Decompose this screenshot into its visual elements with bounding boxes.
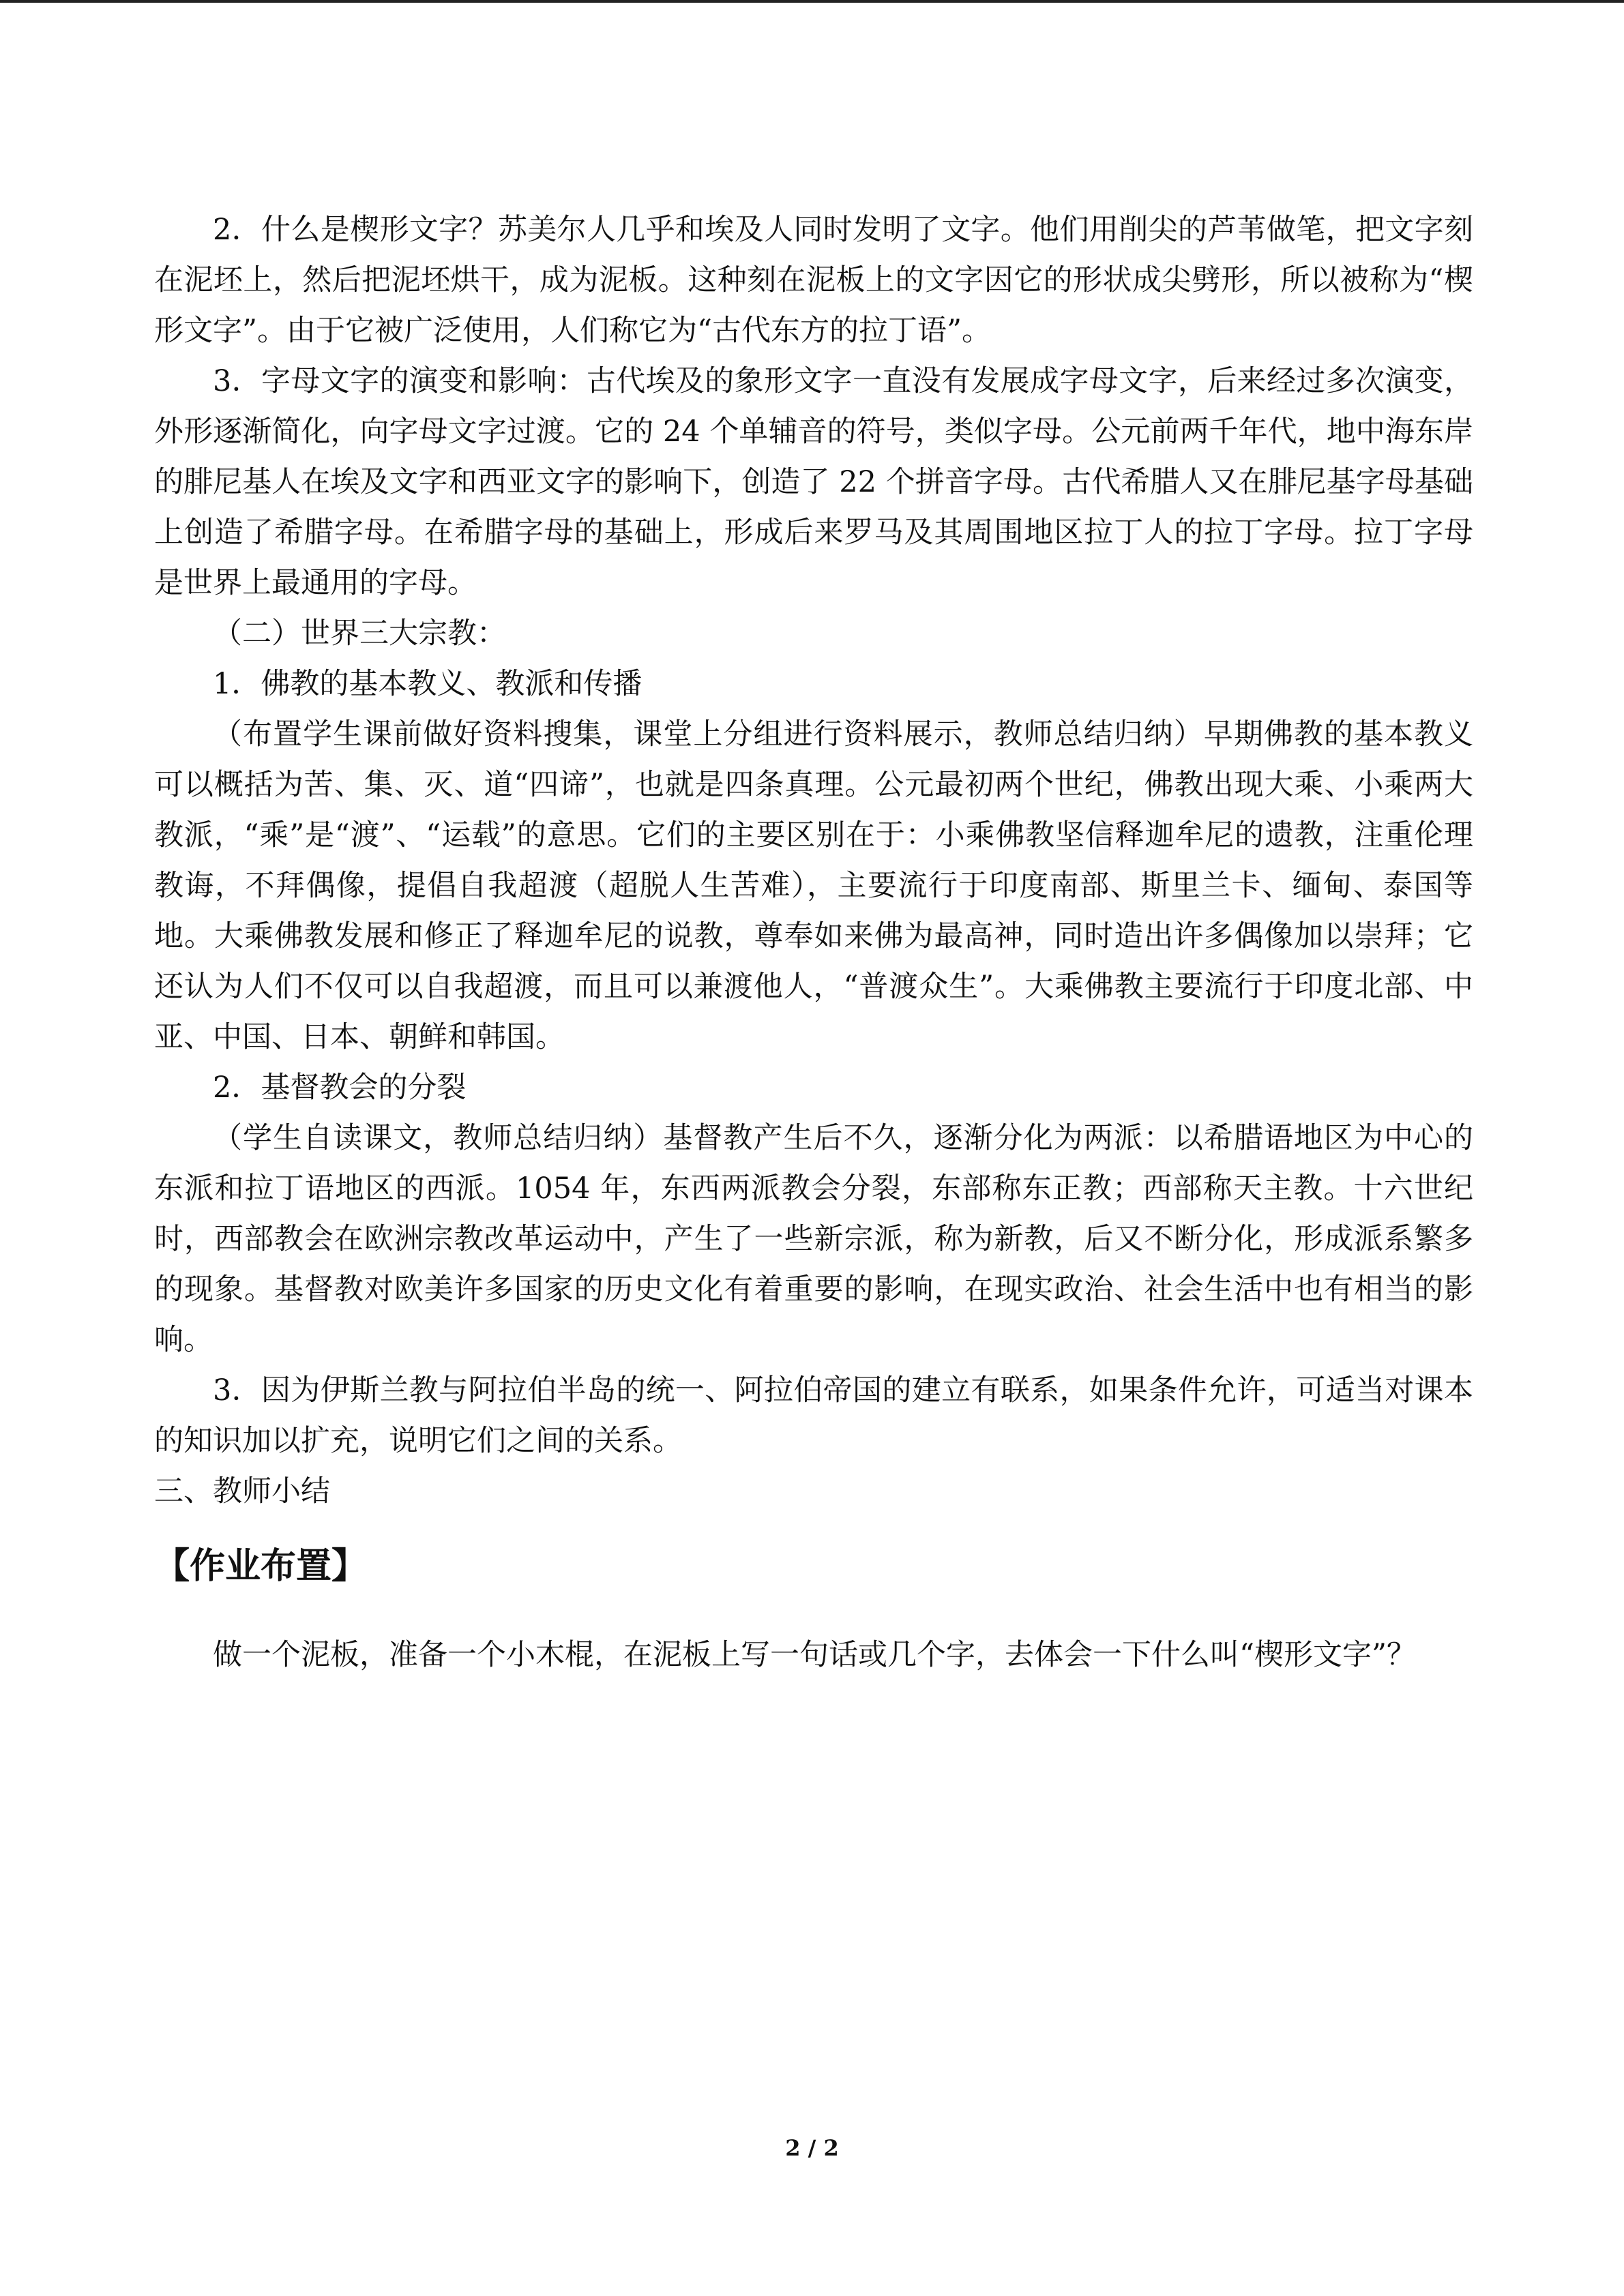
document-body <box>154 205 1473 1680</box>
paragraph-cuneiform: 2．什么是楔形文字？苏美尔人几乎和埃及人同时发明了文字。他们用削尖的芦苇做笔，把文字刻在泥坯上，然后把泥坯烘干，成为泥板。这种刻在泥板上的文字因它的形状成尖劈形，所以被称为“楔形文字”。由于它被广泛使用，人们称它为“古代东方的拉丁语”。 <box>154 213 1473 348</box>
subheading-three-religions: （二）世界三大宗教： <box>213 616 506 651</box>
subheading-buddhism: 1．佛教的基本教义、教派和传播 <box>213 667 643 701</box>
paragraph-christianity: （学生自读课文，教师总结归纳）基督教产生后不久，逐渐分化为两派：以希腊语地区为中心的东派和拉丁语地区的西派。1054 年，东西两派教会分裂，东部称东正教；西部称天主教。十六世纪时，西部教会在欧洲宗教改革运动中，产生了一些新宗派，称为新教，后又不断分化，形成派系繁多的现象。基督教对欧美许多国家的历史文化有着重要的影响，在现实政治、社会生活中也有相当的影响。 <box>154 1121 1473 1357</box>
paragraph-islam: 3．因为伊斯兰教与阿拉伯半岛的统一、阿拉伯帝国的建立有联系，如果条件允许，可适当对课本的知识加以扩充，说明它们之间的关系。 <box>154 1373 1473 1458</box>
teacher-summary-heading: 三、教师小结 <box>154 1474 330 1508</box>
page-number: 2 / 2 <box>785 2135 839 2161</box>
homework-text: 做一个泥板，准备一个小木棍，在泥板上写一句话或几个字，去体会一下什么叫“楔形文字”？ <box>213 1638 1416 1672</box>
paragraph-alphabet-evolution: 3．字母文字的演变和影响：古代埃及的象形文字一直没有发展成字母文字，后来经过多次演变，外形逐渐简化，向字母文字过渡。它的 24 个单辅音的符号，类似字母。公元前两千年代，地中海东岸的腓尼基人在埃及文字和西亚文字的影响下，创造了 22 个拼音字母。古代希腊人又在腓尼基字母基础上创造了希腊字母。在希腊字母的基础上，形成后来罗马及其周围地区拉丁人的拉丁字母。拉丁字母是世界上最通用的字母。 <box>154 364 1473 600</box>
homework-title: 【作业布置】 <box>154 1546 368 1587</box>
paragraph-buddhism: （布置学生课前做好资料搜集，课堂上分组进行资料展示，教师总结归纳）早期佛教的基本教义可以概括为苦、集、灭、道“四谛”，也就是四条真理。公元最初两个世纪，佛教出现大乘、小乘两大教派，“乘”是“渡”、“运载”的意思。它们的主要区别在于：小乘佛教坚信释迦牟尼的遗教，注重伦理教诲，不拜偶像，提倡自我超渡（超脱人生苦难），主要流行于印度南部、斯里兰卡、缅甸、泰国等地。大乘佛教发展和修正了释迦牟尼的说教，尊奉如来佛为最高神，同时造出许多偶像加以崇拜；它还认为人们不仅可以自我超渡，而且可以兼渡他人，“普渡众生”。大乘佛教主要流行于印度北部、中亚、中国、日本、朝鲜和韩国。 <box>154 717 1473 1054</box>
subheading-christianity-schism: 2．基督教会的分裂 <box>213 1071 467 1105</box>
top-border-line <box>0 0 1624 3</box>
